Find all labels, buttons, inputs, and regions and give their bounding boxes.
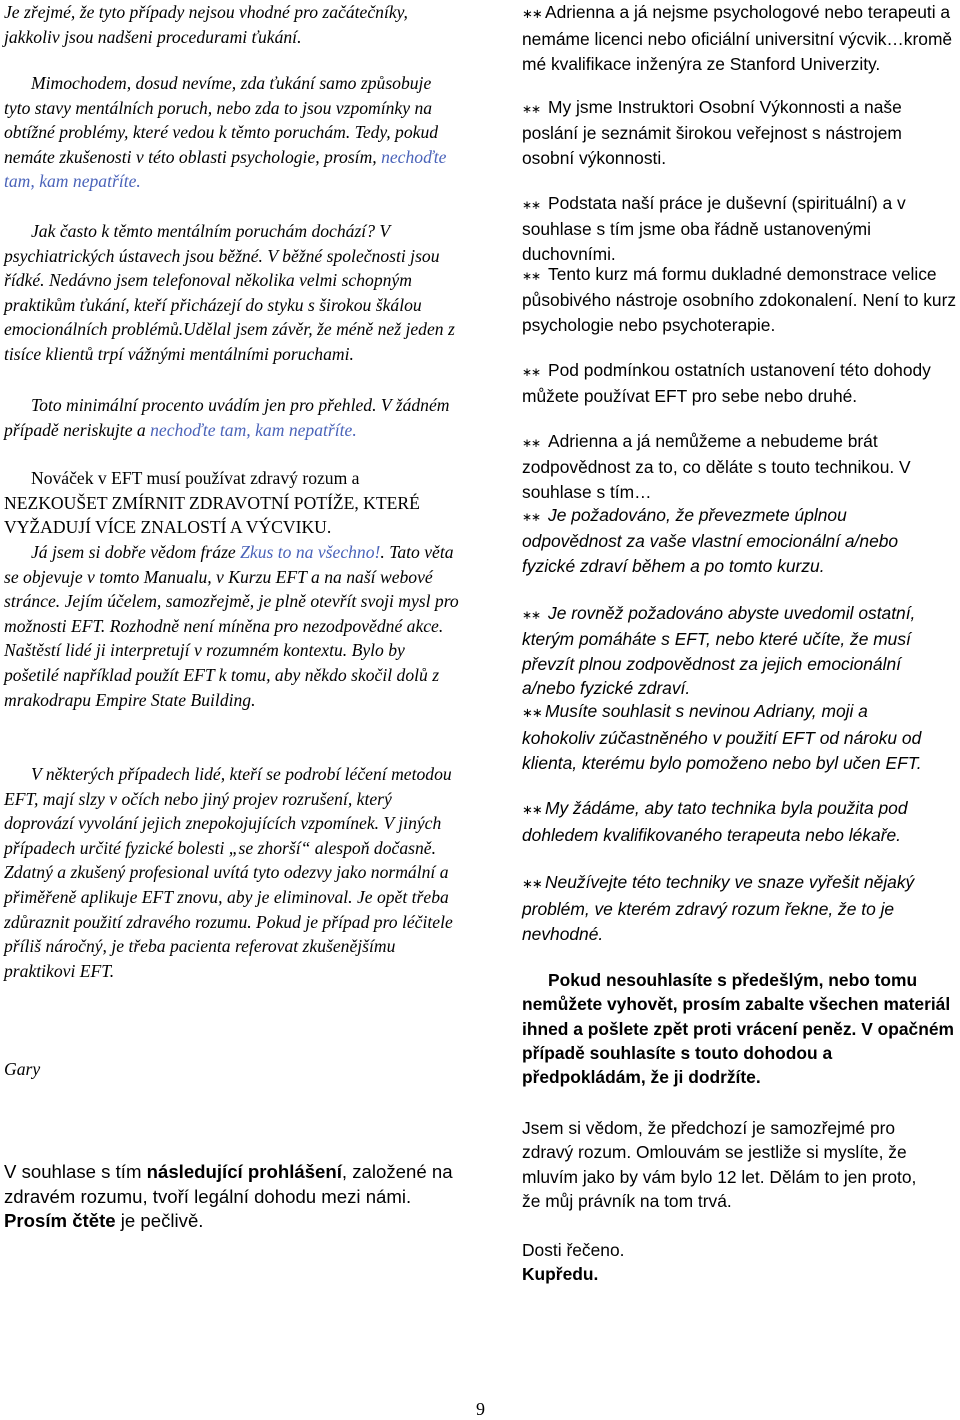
disclaimer-item — [522, 601, 958, 700]
text: Je rovněž požadováno abyste uvedomil ostatní, kterým pomáháte s EFT, nebo které učíte, že musí převzít plnou zodpovědnost za jejich emocionální a/nebo fyzické zdraví. — [522, 603, 916, 698]
paragraph-reactions — [4, 762, 462, 983]
paragraph-beginners: Je zřejmé, že tyto případy nejsou vhodné pro začátečníky, jakkoliv jsou nadšeni procedurami ťukání. — [4, 2, 408, 47]
text: Musíte souhlasit s nevinou Adriany, moji a kohokoliv zúčastněného v použití EFT od nároku od klienta, kterému bylo pomoženo nebo byl učen EFT. — [522, 701, 922, 773]
disclaimer-item — [522, 95, 922, 170]
text: Nováček v EFT musí používat zdravý rozum a NEZKOUŠET ZMÍRNIT ZDRAVOTNÍ POTÍŽE, KTERÉ VYŽADUJÍ VÍCE ZNALOSTÍ A VÝCVIKU. — [4, 468, 420, 538]
text: Neužívejte této techniky ve snaze vyřešit nějaký problém, ve kterém zdravý rozum řekne, že to je nevhodné. — [522, 872, 915, 944]
text: V souhlase s tím — [4, 1161, 147, 1182]
paragraph-common-sense — [4, 466, 462, 540]
asterisk-icon: ∗∗ — [522, 198, 541, 212]
disclaimer-item — [522, 358, 942, 409]
page-number: 9 — [476, 1399, 485, 1419]
signature: Gary — [4, 1059, 41, 1079]
paragraph-mental-disorders — [4, 71, 462, 194]
asterisk-icon: ∗∗ — [522, 510, 541, 524]
text: Tento kurz má formu dukladné demonstrace velice působivého nástroje osobního zdokonalení. Není to kurz psychologie nebo psychoterapie. — [522, 264, 957, 335]
disclaimer-item — [522, 699, 942, 775]
disclaimer-item — [522, 429, 958, 504]
link-dont-go-there-2[interactable]: nechoďte tam, kam nepatříte. — [150, 419, 357, 440]
text: Podstata naší práce je duševní (spirituální) a v souhlase s tím jsme oba řádně ustanovenými duchovními. — [522, 193, 906, 264]
text: Adrienna a já nejsme psychologové nebo terapeuti a nemáme licenci nebo oficiální universitní výcvik…kromě mé kvalifikace inženýra ze Stanford Univerzity. — [522, 2, 953, 74]
disclaimer-item — [522, 262, 958, 337]
text: My jsme Instruktori Osobní Výkonnosti a naše poslání je seznámit širokou veřejnost s nástrojem osobní výkonnosti. — [522, 97, 902, 168]
link-dont-go-there[interactable]: nechoďte tam, kam nepatříte. — [4, 146, 447, 192]
asterisk-icon: ∗∗ — [522, 269, 541, 283]
asterisk-icon: ∗∗ — [522, 706, 542, 721]
paragraph-overview — [4, 393, 462, 442]
text: Jak často k těmto mentálním poruchám dochází? V psychiatrických ústavech jsou běžné. V běžné společnosti jsou řídké. Nedávno jsem telefonoval několika velmi schopným praktikům ťukání, kteří přicházejí do styku s širokou škálou emocionálních problémů.Udělal jsem závěr, že méně než jeden z tisíce klientů trpí vážnými mentálními poruchami. — [4, 221, 455, 364]
paragraph-closing: Jsem si vědom, že předchozí je samozřejmé pro zdravý rozum. Omlouvám se jestliže si myslíte, že mluvím jako by vám bylo 12 let. Dělám to jen proto, že můj právník na tom trvá. — [522, 1118, 917, 1211]
text: Adrienna a já nemůžeme a nebudeme brát zodpovědnost za to, co děláte s touto technikou. V souhlase s tím… — [522, 431, 911, 502]
asterisk-icon: ∗∗ — [522, 436, 541, 450]
asterisk-icon: ∗∗ — [522, 102, 541, 116]
paragraph-refund-terms: Pokud nesouhlasíte s předešlým, nebo tomu nemůžete vyhovět, prosím zabalte všechen materiál ihned a pošlete zpět proti vrácení peněz. V opačném případě souhlasíte s touto dohodou a předpokládám, že ji dodržíte. — [522, 970, 954, 1088]
asterisk-icon: ∗∗ — [522, 365, 541, 379]
paragraph-frequency — [4, 219, 462, 367]
text: Toto minimální procento uvádím jen pro přehled. V žádném případě neriskujte a — [4, 395, 450, 440]
phrase-try-on-everything: Zkus to na všechno! — [240, 542, 381, 562]
text: Pod podmínkou ostatních ustanovení této dohody můžete používat EFT pro sebe nebo druhé. — [522, 360, 931, 407]
text-bold: Prosím čtěte — [4, 1210, 116, 1232]
disclaimer-item — [522, 796, 958, 848]
paragraph-try-it — [4, 540, 462, 712]
text: V některých případech lidé, kteří se podrobí léčení metodou EFT, mají slzy v očích nebo jiný projev rozrušení, který doprovází vyvolání jejich znepokojujících vzpomínek. V jiných případech určité fyzické bolesti „se zhorší“ alespoň dočasně. Zdatný a zkušený profesional uvítá tyto odezvy jako normální a přiměřeně aplikuje EFT znovu, aby je eliminoval. Je opět třeba zdůraznit použití zdravého rozumu. Pokud je případ pro léčitele příliš náročný, je třeba pacienta referovat zkušenějšímu praktikovi EFT. — [4, 764, 453, 981]
closing-line-bold: Kupředu. — [522, 1264, 599, 1284]
text: . Tato věta se objevuje v tomto Manualu, v Kurzu EFT a na naší webové stránce. Jejím účelem, samozřejmě, je plně otevřít svoji mysl pro možnosti EFT. Rozhodně není míněna pro nezodpovědné akce. Naštěstí lidé ji interpretují v rozumném kontextu. Bylo by pošetilé například použít EFT k tomu, aby někdo skočil dolů z mrakodrapu Empire State Building. — [4, 542, 459, 710]
disclaimer-item — [522, 191, 958, 266]
closing-line: Dosti řečeno. — [522, 1240, 625, 1260]
disclaimer-item — [522, 0, 958, 76]
text-bold: následující prohlášení — [146, 1161, 342, 1182]
asterisk-icon: ∗∗ — [522, 7, 542, 22]
text: My žádáme, aby tato technika byla použita pod dohledem kvalifikovaného terapeuta nebo lékaře. — [522, 798, 908, 846]
asterisk-icon: ∗∗ — [522, 608, 541, 622]
disclaimer-item — [522, 870, 922, 946]
text: , založené na zdravém rozumu, tvoří legální dohodu mezi námi. — [4, 1161, 453, 1207]
asterisk-icon: ∗∗ — [522, 877, 542, 892]
text: je pečlivě. — [115, 1210, 204, 1232]
text: Mimochodem, dosud nevíme, zda ťukání samo způsobuje tyto stavy mentálních poruch, nebo zda to jsou vzpomínky na obtížné problémy, které vedou k těmto poruchám. Tedy, pokud nemáte zkušenosti v této oblasti psychologie, prosím, — [4, 73, 439, 167]
text: Je požadováno, že převezmete úplnou odpovědnost za vaše vlastní emocionální a/nebo fyzické zdraví během a po tomto kurzu. — [522, 505, 899, 576]
disclaimer-item — [522, 503, 932, 578]
text: Já jsem si dobře vědom fráze — [31, 542, 241, 562]
paragraph-agreement — [4, 1160, 456, 1234]
asterisk-icon: ∗∗ — [522, 803, 542, 818]
